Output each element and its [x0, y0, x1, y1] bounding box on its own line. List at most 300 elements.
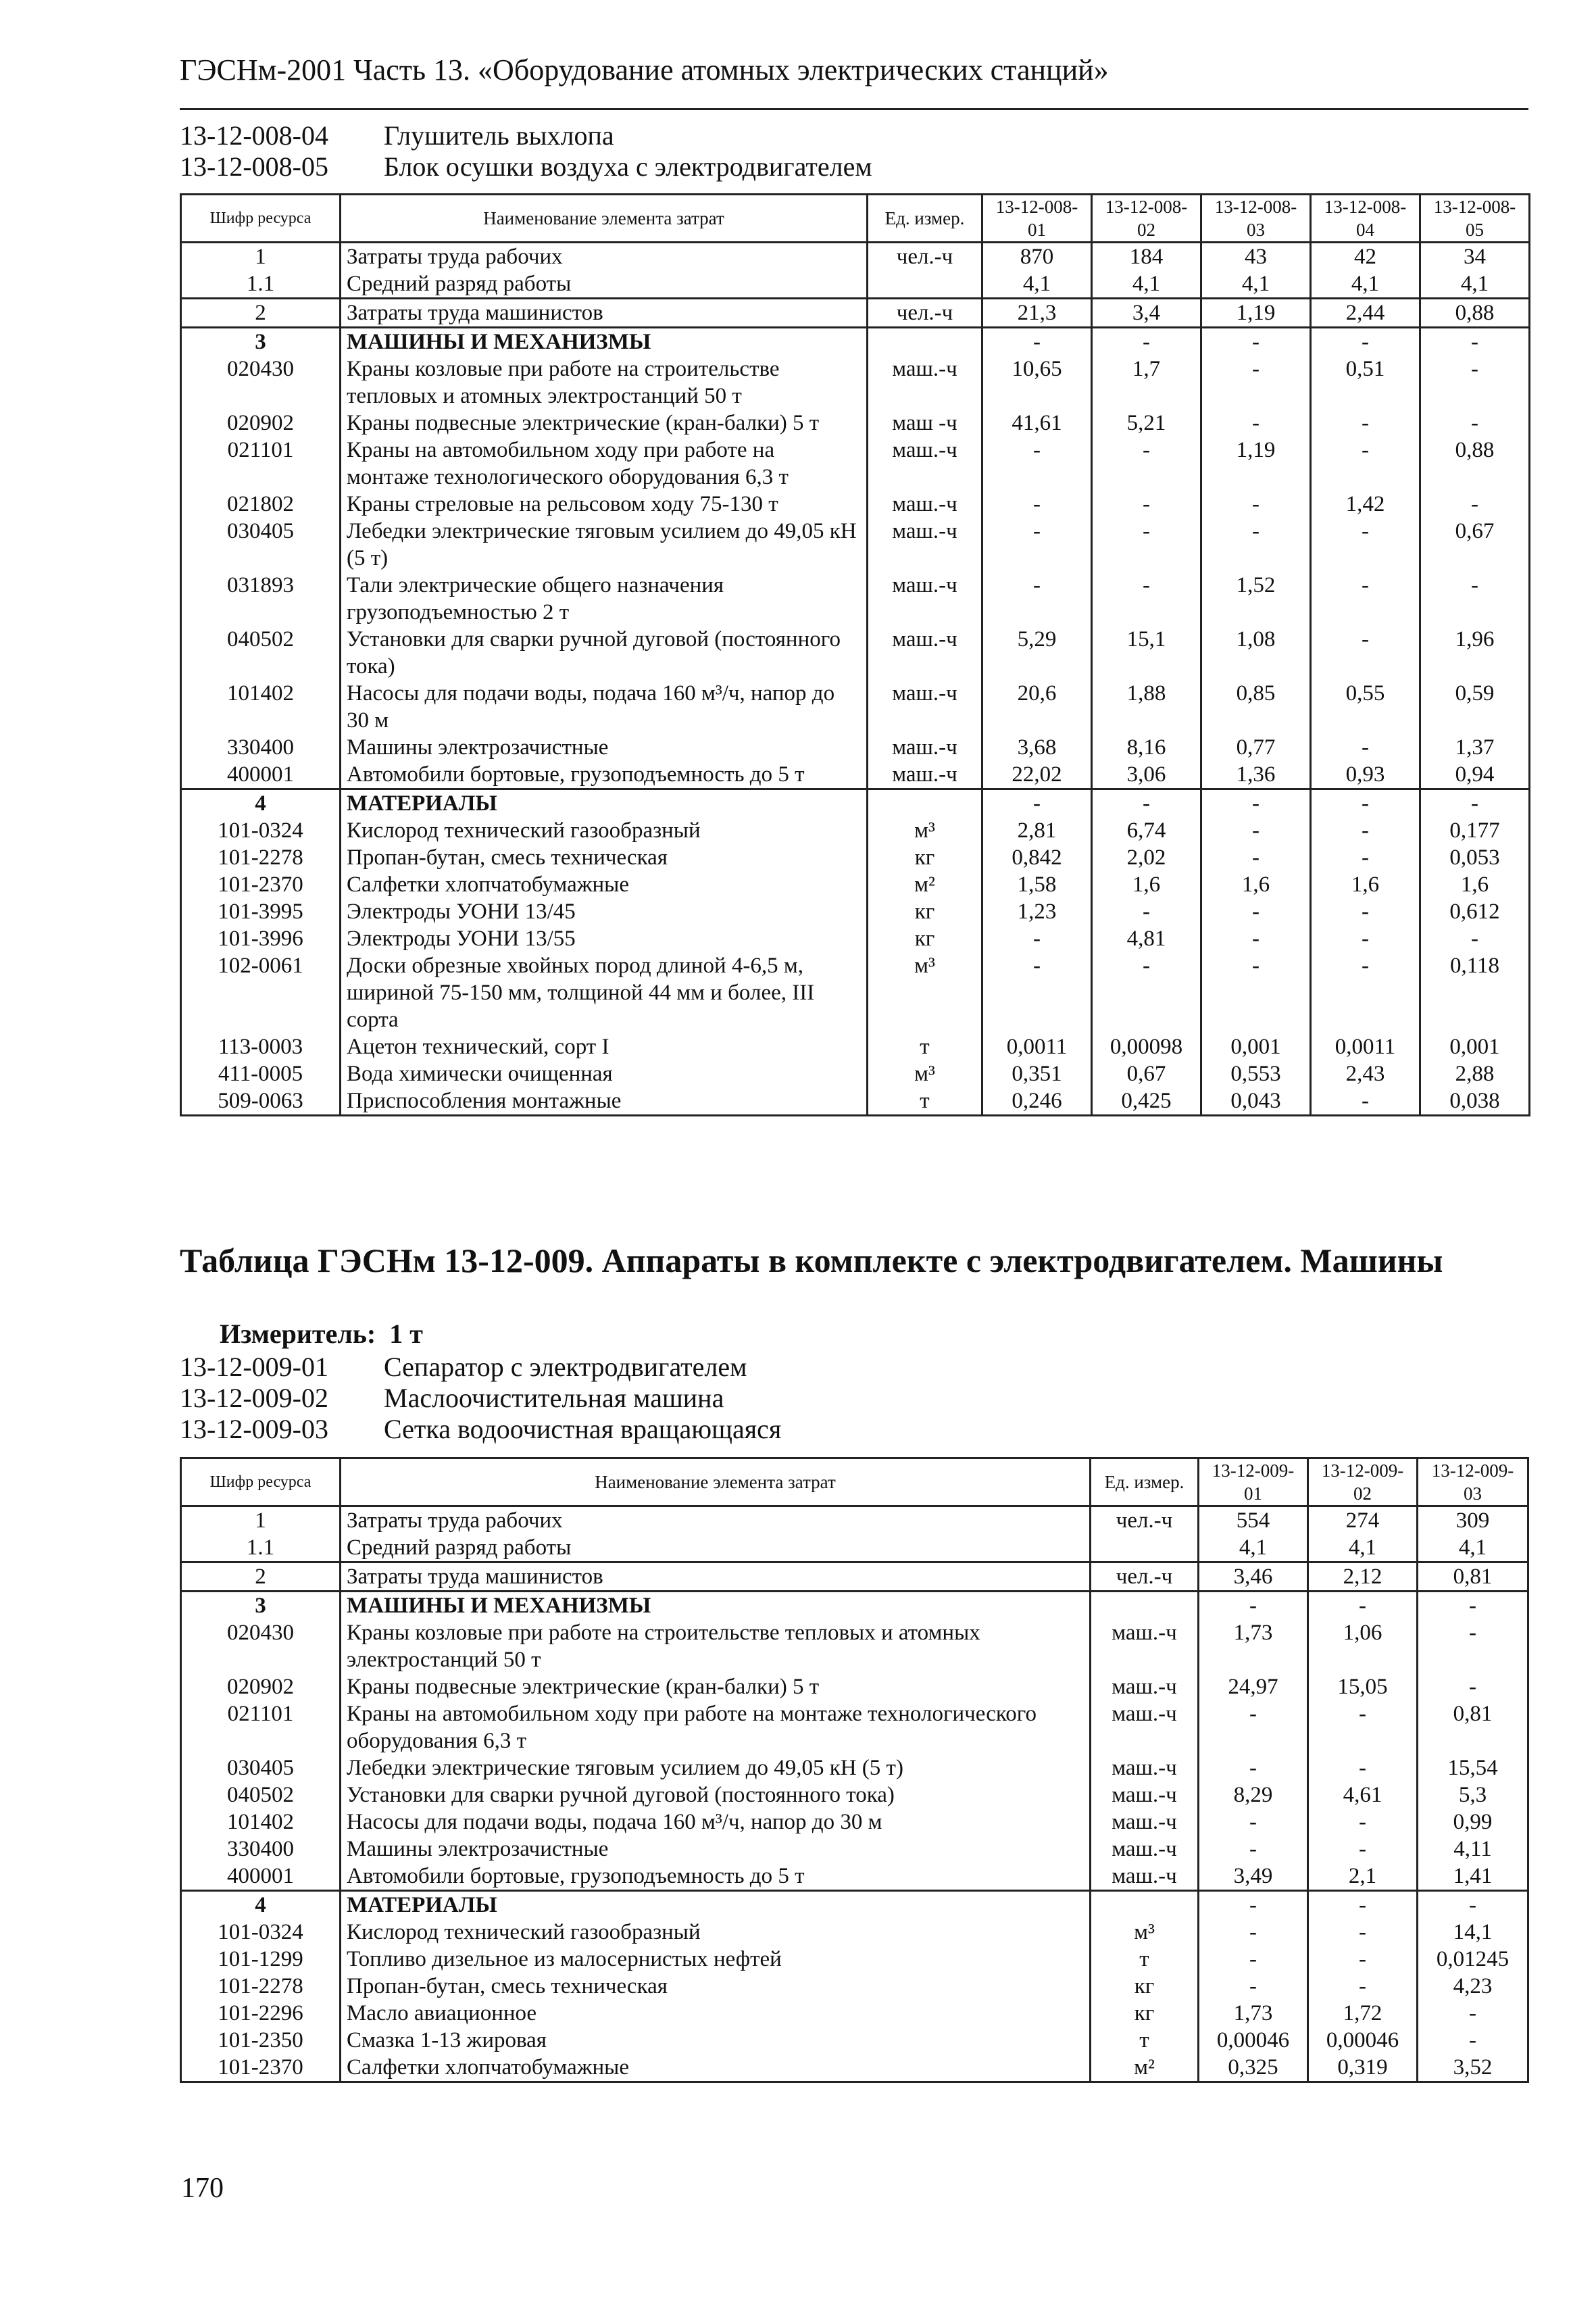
table-row	[181, 328, 1530, 356]
work-name: Маслоочистительная машина	[384, 1383, 724, 1413]
norm-value: -	[1308, 1836, 1418, 1863]
norm-value: 5,3	[1418, 1781, 1528, 1808]
table-row	[181, 410, 1530, 437]
work-name: Глушитель выхлопа	[384, 120, 614, 151]
table-row	[181, 437, 1530, 491]
norm-value: -	[1311, 952, 1420, 1033]
norm-value: 0,038	[1420, 1087, 1530, 1116]
resource-code: 101-2370	[181, 871, 341, 898]
cost-element-name: Краны подвесные электрические (кран-балки) 5 т	[341, 410, 868, 437]
unit-of-measure: маш.-ч	[868, 761, 982, 789]
unit-of-measure: маш.-ч	[868, 626, 982, 680]
unit-of-measure: м²	[1091, 2054, 1199, 2082]
table-row	[181, 518, 1530, 572]
cost-element-name: Кислород технический газообразный	[341, 1919, 1091, 1946]
cost-element-name: Приспособления монтажные	[341, 1087, 868, 1116]
norm-value: -	[1308, 1808, 1418, 1836]
cost-element-name: Краны на автомобильном ходу при работе на монтаже технологического оборудования 6,3 т	[341, 1700, 1091, 1754]
table-row	[181, 1619, 1528, 1673]
norm-value: 0,67	[1420, 518, 1530, 572]
resource-code: 101-2350	[181, 2027, 341, 2054]
norm-value: 1,96	[1420, 626, 1530, 680]
unit-of-measure: кг	[1091, 2000, 1199, 2027]
norm-value: 2,1	[1308, 1863, 1418, 1891]
table-row	[181, 898, 1530, 925]
table-row	[181, 572, 1530, 626]
table-row	[181, 1562, 1528, 1592]
unit-of-measure: кг	[868, 898, 982, 925]
cost-element-name: Машины электрозачистные	[341, 734, 868, 761]
norm-value: 2,43	[1311, 1060, 1420, 1087]
norm-value: 1,36	[1201, 761, 1311, 789]
resource-code: 021101	[181, 1700, 341, 1754]
norm-value: -	[1092, 518, 1201, 572]
table-row	[181, 817, 1530, 844]
column-header: 13-12-008-03	[1201, 195, 1311, 243]
norm-value: 5,21	[1092, 410, 1201, 437]
norm-value: -	[1311, 789, 1420, 818]
column-header: 13-12-008-05	[1420, 195, 1530, 243]
norm-value: 0,55	[1311, 680, 1420, 734]
resource-code: 101-3996	[181, 925, 341, 952]
table-row	[181, 789, 1530, 818]
unit-of-measure: маш.-ч	[868, 491, 982, 518]
cost-element-name: Насосы для подачи воды, подача 160 м³/ч, напор до 30 м	[341, 680, 868, 734]
unit-of-measure: маш.-ч	[1091, 1836, 1199, 1863]
cost-element-name: Лебедки электрические тяговым усилием до 49,05 кН (5 т)	[341, 1754, 1091, 1781]
cost-element-name: МАШИНЫ И МЕХАНИЗМЫ	[341, 1592, 1091, 1620]
unit-of-measure: м³	[1091, 1919, 1199, 1946]
norm-value: 1,72	[1308, 2000, 1418, 2027]
norm-value: 0,325	[1199, 2054, 1308, 2082]
norm-value: 0,01245	[1418, 1946, 1528, 1973]
norm-value: 2,81	[982, 817, 1092, 844]
norm-value: 0,85	[1201, 680, 1311, 734]
table-row	[181, 1592, 1528, 1620]
unit-of-measure: т	[868, 1033, 982, 1060]
resource-code: 031893	[181, 572, 341, 626]
norm-value: 3,06	[1092, 761, 1201, 789]
work-code: 13-12-009-01	[180, 1352, 328, 1382]
norm-value: 0,93	[1311, 761, 1420, 789]
resource-code: 101-2278	[181, 844, 341, 871]
table-row	[181, 1808, 1528, 1836]
unit-of-measure: чел.-ч	[1091, 1506, 1199, 1535]
norm-value: 1,08	[1201, 626, 1311, 680]
norm-value: -	[1418, 1592, 1528, 1620]
table-row	[181, 1836, 1528, 1863]
norm-value: 42	[1311, 243, 1420, 271]
cost-element-name: Салфетки хлопчатобумажные	[341, 871, 868, 898]
unit-of-measure	[1091, 1592, 1199, 1620]
resource-code: 2	[181, 299, 341, 328]
cost-element-name: Краны стреловые на рельсовом ходу 75-130 т	[341, 491, 868, 518]
norm-value: 1,19	[1201, 299, 1311, 328]
work-code: 13-12-008-05	[180, 151, 328, 182]
unit-of-measure: маш.-ч	[868, 355, 982, 410]
cost-element-name: Электроды УОНИ 13/55	[341, 925, 868, 952]
norm-value: -	[1092, 789, 1201, 818]
norm-value: 2,88	[1420, 1060, 1530, 1087]
table-row	[181, 1946, 1528, 1973]
table-row	[181, 1033, 1530, 1060]
resource-code: 1.1	[181, 270, 341, 299]
norm-value: 15,54	[1418, 1754, 1528, 1781]
norm-value: 15,1	[1092, 626, 1201, 680]
norm-value: 4,61	[1308, 1781, 1418, 1808]
table-row	[181, 299, 1530, 328]
cost-element-name: Тали электрические общего назначения грузоподъемностью 2 т	[341, 572, 868, 626]
table-row	[181, 844, 1530, 871]
norm-value: 0,842	[982, 844, 1092, 871]
norm-value: -	[982, 925, 1092, 952]
column-header: 13-12-009-01	[1199, 1458, 1308, 1506]
unit-of-measure: маш.-ч	[868, 680, 982, 734]
norm-value: -	[1311, 925, 1420, 952]
norm-value: -	[1420, 572, 1530, 626]
norm-value: 3,68	[982, 734, 1092, 761]
norm-value: -	[1311, 734, 1420, 761]
norm-value: 0,319	[1308, 2054, 1418, 2082]
norm-value: 14,1	[1418, 1919, 1528, 1946]
norm-value: -	[1201, 817, 1311, 844]
norm-value: 0,0011	[982, 1033, 1092, 1060]
table-row	[181, 680, 1530, 734]
resource-code: 3	[181, 328, 341, 356]
norm-value: -	[1308, 1754, 1418, 1781]
norm-value: -	[1201, 410, 1311, 437]
norm-value: -	[982, 437, 1092, 491]
table-row	[181, 925, 1530, 952]
norm-value: 274	[1308, 1506, 1418, 1535]
norm-value: -	[1201, 518, 1311, 572]
unit-of-measure: чел.-ч	[868, 299, 982, 328]
cost-element-name: Доски обрезные хвойных пород длиной 4-6,5 м, шириной 75-150 мм, толщиной 44 мм и более, III сорта	[341, 952, 868, 1033]
table-row	[181, 2027, 1528, 2054]
norm-value: -	[1420, 355, 1530, 410]
norm-value: 0,94	[1420, 761, 1530, 789]
resource-code: 2	[181, 1562, 341, 1592]
unit-of-measure: маш.-ч	[868, 572, 982, 626]
norm-value: -	[1199, 1592, 1308, 1620]
norm-value: 0,99	[1418, 1808, 1528, 1836]
measure-value: 1 т	[389, 1319, 423, 1349]
unit-of-measure: маш.-ч	[1091, 1808, 1199, 1836]
code-list-item	[180, 151, 872, 182]
table2-title: Таблица ГЭСНм 13-12-009. Аппараты в комплекте с электродвигателем. Машины	[180, 1241, 1443, 1279]
cost-element-name: Краны на автомобильном ходу при работе на монтаже технологического оборудования 6,3 т	[341, 437, 868, 491]
resource-code: 020430	[181, 355, 341, 410]
norm-value: 4,1	[1201, 270, 1311, 299]
resource-code: 021101	[181, 437, 341, 491]
norm-value: 4,1	[1199, 1534, 1308, 1562]
norm-value: -	[1418, 1619, 1528, 1673]
norm-value: 0,88	[1420, 437, 1530, 491]
norm-value: -	[1092, 952, 1201, 1033]
norm-value: -	[1201, 925, 1311, 952]
norm-value: -	[1418, 2027, 1528, 2054]
norm-value: -	[982, 518, 1092, 572]
unit-of-measure: маш.-ч	[1091, 1673, 1199, 1700]
norm-value: 43	[1201, 243, 1311, 271]
cost-element-name: Пропан-бутан, смесь техническая	[341, 1973, 1091, 2000]
work-name: Сепаратор с электродвигателем	[384, 1352, 747, 1382]
table-row	[181, 243, 1530, 271]
column-header: 13-12-008-04	[1311, 195, 1420, 243]
norm-value: 0,001	[1201, 1033, 1311, 1060]
norm-value: 0,118	[1420, 952, 1530, 1033]
norm-value: 4,81	[1092, 925, 1201, 952]
norm-value: 0,00098	[1092, 1033, 1201, 1060]
norm-value: -	[1308, 1891, 1418, 1919]
resource-code: 509-0063	[181, 1087, 341, 1116]
norm-value: -	[1420, 789, 1530, 818]
table-row	[181, 1973, 1528, 2000]
norm-value: 34	[1420, 243, 1530, 271]
resource-code: 040502	[181, 1781, 341, 1808]
table-row	[181, 871, 1530, 898]
unit-of-measure: м²	[868, 871, 982, 898]
table-row	[181, 1919, 1528, 1946]
norm-value: 0,053	[1420, 844, 1530, 871]
norm-value: 0,246	[982, 1087, 1092, 1116]
norm-value: -	[1420, 328, 1530, 356]
norm-value: 1,73	[1199, 2000, 1308, 2027]
norm-value: 1,88	[1092, 680, 1201, 734]
norm-value: -	[1199, 1700, 1308, 1754]
cost-element-name: МАТЕРИАЛЫ	[341, 1891, 1091, 1919]
cost-element-name: Масло авиационное	[341, 2000, 1091, 2027]
norm-value: -	[1311, 410, 1420, 437]
norm-value: 0,77	[1201, 734, 1311, 761]
cost-element-name: Электроды УОНИ 13/45	[341, 898, 868, 925]
table-row	[181, 2054, 1528, 2082]
table-row	[181, 626, 1530, 680]
unit-of-measure: т	[1091, 1946, 1199, 1973]
header-rule	[180, 108, 1528, 110]
resource-code: 1.1	[181, 1534, 341, 1562]
norm-value: 1,06	[1308, 1619, 1418, 1673]
resource-code: 030405	[181, 518, 341, 572]
norm-value: -	[1420, 925, 1530, 952]
norm-value: 10,65	[982, 355, 1092, 410]
resource-code: 4	[181, 1891, 341, 1919]
norm-value: 0,425	[1092, 1087, 1201, 1116]
resource-code: 1	[181, 1506, 341, 1535]
column-header: Наименование элемента затрат	[341, 195, 868, 243]
resource-code: 020430	[181, 1619, 341, 1673]
work-name: Блок осушки воздуха с электродвигателем	[384, 151, 872, 182]
column-header: 13-12-009-02	[1308, 1458, 1418, 1506]
norm-value: -	[1201, 789, 1311, 818]
unit-of-measure: маш.-ч	[1091, 1754, 1199, 1781]
norm-value: -	[1311, 328, 1420, 356]
norm-value: 3,46	[1199, 1562, 1308, 1592]
norm-value: 0,81	[1418, 1700, 1528, 1754]
unit-of-measure	[868, 270, 982, 299]
resource-code: 101-1299	[181, 1946, 341, 1973]
unit-of-measure: м³	[868, 952, 982, 1033]
norm-value: -	[1199, 1836, 1308, 1863]
norm-value: 1,58	[982, 871, 1092, 898]
resource-code: 040502	[181, 626, 341, 680]
table2-code-list	[180, 1352, 781, 1445]
resource-table-13-12-008	[180, 193, 1530, 1116]
table-row	[181, 1534, 1528, 1562]
code-list-item	[180, 1352, 781, 1383]
column-header: Ед. измер.	[868, 195, 982, 243]
table-row	[181, 1506, 1528, 1535]
column-header: 13-12-008-01	[982, 195, 1092, 243]
unit-of-measure: маш.-ч	[1091, 1700, 1199, 1754]
unit-of-measure	[1091, 1891, 1199, 1919]
work-code: 13-12-009-03	[180, 1414, 328, 1444]
unit-of-measure: кг	[1091, 1973, 1199, 2000]
table-row	[181, 1673, 1528, 1700]
norm-value: 4,1	[1311, 270, 1420, 299]
norm-value: -	[1092, 898, 1201, 925]
unit-of-measure: маш.-ч	[1091, 1863, 1199, 1891]
unit-of-measure	[868, 789, 982, 818]
unit-of-measure: маш.-ч	[1091, 1781, 1199, 1808]
norm-value: 0,612	[1420, 898, 1530, 925]
table-row	[181, 270, 1530, 299]
resource-code: 020902	[181, 410, 341, 437]
norm-value: 1,42	[1311, 491, 1420, 518]
cost-element-name: Машины электрозачистные	[341, 1836, 1091, 1863]
norm-value: -	[1311, 437, 1420, 491]
cost-element-name: Ацетон технический, сорт I	[341, 1033, 868, 1060]
column-header: Шифр ресурса	[181, 1458, 341, 1506]
norm-value: 4,1	[1308, 1534, 1418, 1562]
work-code: 13-12-009-02	[180, 1383, 328, 1413]
norm-value: 0,67	[1092, 1060, 1201, 1087]
column-header: 13-12-008-02	[1092, 195, 1201, 243]
norm-value: 4,1	[1092, 270, 1201, 299]
resource-table-13-12-009	[180, 1457, 1529, 2083]
page-header: ГЭСНм-2001 Часть 13. «Оборудование атомных электрических станций»	[180, 53, 1109, 87]
norm-value: -	[1199, 1754, 1308, 1781]
resource-code: 330400	[181, 734, 341, 761]
resource-code: 101-2278	[181, 1973, 341, 2000]
resource-code: 030405	[181, 1754, 341, 1781]
norm-value: -	[1199, 1891, 1308, 1919]
cost-element-name: Краны козловые при работе на строительстве тепловых и атомных электростанций 50 т	[341, 1619, 1091, 1673]
resource-code: 101-2296	[181, 2000, 341, 2027]
unit-of-measure: кг	[868, 925, 982, 952]
norm-value: 0,177	[1420, 817, 1530, 844]
table-row	[181, 952, 1530, 1033]
table-row	[181, 491, 1530, 518]
norm-value: -	[1311, 1087, 1420, 1116]
norm-value: -	[1418, 2000, 1528, 2027]
column-header: Ед. измер.	[1091, 1458, 1199, 1506]
norm-value: 0,001	[1420, 1033, 1530, 1060]
norm-value: 22,02	[982, 761, 1092, 789]
measure-line	[220, 1318, 423, 1350]
unit-of-measure: т	[1091, 2027, 1199, 2054]
cost-element-name: Краны подвесные электрические (кран-балки) 5 т	[341, 1673, 1091, 1700]
norm-value: 5,29	[982, 626, 1092, 680]
norm-value: 15,05	[1308, 1673, 1418, 1700]
norm-value: -	[1201, 952, 1311, 1033]
norm-value: -	[1201, 898, 1311, 925]
norm-value: -	[1201, 491, 1311, 518]
norm-value: 4,23	[1418, 1973, 1528, 2000]
table-row	[181, 761, 1530, 789]
norm-value: 0,0011	[1311, 1033, 1420, 1060]
table-row	[181, 1700, 1528, 1754]
cost-element-name: Затраты труда рабочих	[341, 243, 868, 271]
norm-value: 1,41	[1418, 1863, 1528, 1891]
resource-code: 411-0005	[181, 1060, 341, 1087]
norm-value: -	[1311, 817, 1420, 844]
cost-element-name: Средний разряд работы	[341, 270, 868, 299]
norm-value: 0,51	[1311, 355, 1420, 410]
norm-value: 8,16	[1092, 734, 1201, 761]
norm-value: -	[1308, 1973, 1418, 2000]
unit-of-measure: маш.-ч	[868, 734, 982, 761]
norm-value: 1,37	[1420, 734, 1530, 761]
norm-value: 2,12	[1308, 1562, 1418, 1592]
norm-value: 21,3	[982, 299, 1092, 328]
norm-value: -	[1308, 1700, 1418, 1754]
resource-code: 101402	[181, 1808, 341, 1836]
unit-of-measure: чел.-ч	[868, 243, 982, 271]
cost-element-name: Автомобили бортовые, грузоподъемность до 5 т	[341, 761, 868, 789]
norm-value: 4,11	[1418, 1836, 1528, 1863]
norm-value: 0,553	[1201, 1060, 1311, 1087]
norm-value: -	[982, 328, 1092, 356]
column-header: 13-12-009-03	[1418, 1458, 1528, 1506]
norm-value: 4,1	[982, 270, 1092, 299]
norm-value: 6,74	[1092, 817, 1201, 844]
unit-of-measure	[1091, 1534, 1199, 1562]
code-list-item	[180, 1383, 781, 1414]
norm-value: 2,02	[1092, 844, 1201, 871]
cost-element-name: Топливо дизельное из малосернистых нефтей	[341, 1946, 1091, 1973]
norm-value: 870	[982, 243, 1092, 271]
norm-value: 0,59	[1420, 680, 1530, 734]
cost-element-name: Салфетки хлопчатобумажные	[341, 2054, 1091, 2082]
resource-code: 101402	[181, 680, 341, 734]
cost-element-name: Лебедки электрические тяговым усилием до 49,05 кН (5 т)	[341, 518, 868, 572]
norm-value: 0,00046	[1308, 2027, 1418, 2054]
norm-value: 1,6	[1311, 871, 1420, 898]
unit-of-measure: маш.-ч	[868, 437, 982, 491]
resource-code: 400001	[181, 761, 341, 789]
table-row	[181, 2000, 1528, 2027]
norm-value: 1,7	[1092, 355, 1201, 410]
norm-value: 1,23	[982, 898, 1092, 925]
norm-value: -	[982, 572, 1092, 626]
norm-value: -	[1092, 572, 1201, 626]
norm-value: -	[1418, 1891, 1528, 1919]
norm-value: 0,88	[1420, 299, 1530, 328]
table-row	[181, 734, 1530, 761]
norm-value: 554	[1199, 1506, 1308, 1535]
cost-element-name: Краны козловые при работе на строительстве тепловых и атомных электростанций 50 т	[341, 355, 868, 410]
cost-element-name: Насосы для подачи воды, подача 160 м³/ч, напор до 30 м	[341, 1808, 1091, 1836]
cost-element-name: Затраты труда машинистов	[341, 299, 868, 328]
norm-value: -	[1199, 1919, 1308, 1946]
cost-element-name: МАШИНЫ И МЕХАНИЗМЫ	[341, 328, 868, 356]
norm-value: -	[1308, 1592, 1418, 1620]
table-row	[181, 1087, 1530, 1116]
table-row	[181, 1060, 1530, 1087]
norm-value: -	[1308, 1946, 1418, 1973]
norm-value: -	[1199, 1808, 1308, 1836]
